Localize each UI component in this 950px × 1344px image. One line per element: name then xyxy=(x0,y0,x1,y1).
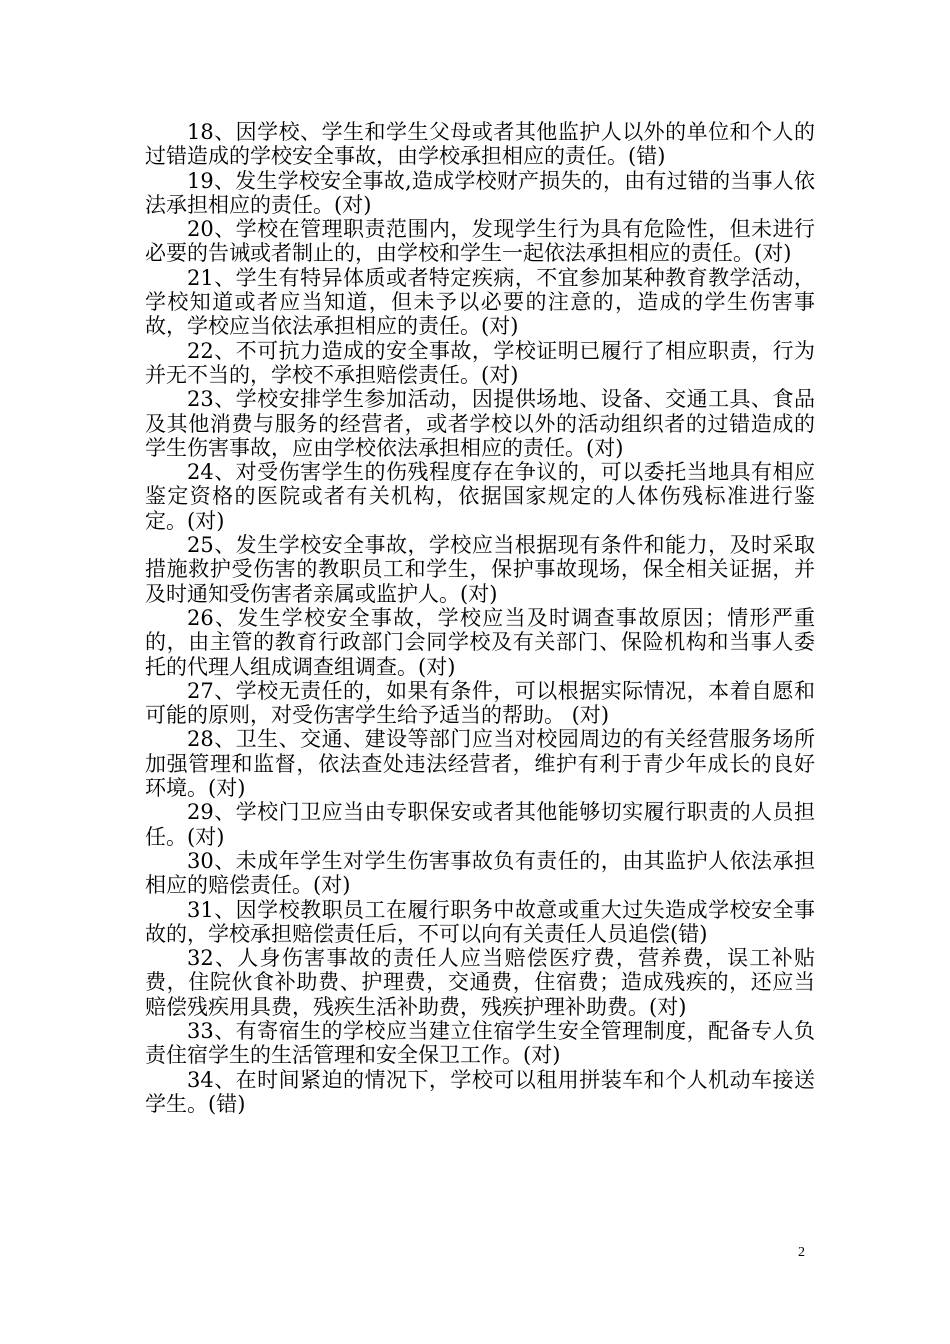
question-item-22: 22、不可抗力造成的安全事故，学校证明已履行了相应职责，行为并无不当的，学校不承担赔偿责任。(对) xyxy=(145,338,815,387)
question-item-32: 32、人身伤害事故的责任人应当赔偿医疗费，营养费，误工补贴费，住院伙食补助费、护理费，交通费，住宿费；造成残疾的，还应当赔偿残疾用具费，残疾生活补助费，残疾护理补助费。(对) xyxy=(145,946,815,1019)
document-body xyxy=(145,120,815,1116)
question-item-33: 33、有寄宿生的学校应当建立住宿学生安全管理制度，配备专人负责住宿学生的生活管理和安全保卫工作。(对) xyxy=(145,1018,815,1068)
question-item-27: 27、学校无责任的，如果有条件，可以根据实际情况，本着自愿和可能的原则，对受伤害学生给予适当的帮助。 (对) xyxy=(145,678,815,728)
page-number: 2 xyxy=(798,1245,805,1260)
question-item-21: 21、学生有特异体质或者特定疾病，不宜参加某种教育教学活动，学校知道或者应当知道，但未予以必要的注意的，造成的学生伤害事故，学校应当依法承担相应的责任。(对) xyxy=(145,265,815,339)
question-item-31: 31、因学校教职员工在履行职务中故意或重大过失造成学校安全事故的，学校承担赔偿责任后，不可以向有关责任人员追偿(错) xyxy=(145,897,815,946)
question-item-28: 28、卫生、交通、建设等部门应当对校园周边的有关经营服务场所加强管理和监督，依法查处违法经营者，维护有利于青少年成长的良好环境。(对) xyxy=(145,727,815,801)
question-item-23: 23、学校安排学生参加活动，因提供场地、设备、交通工具、食品及其他消费与服务的经营者，或者学校以外的活动组织者的过错造成的学生伤害事故，应由学校依法承担相应的责任。(对) xyxy=(145,387,815,460)
question-item-29: 29、学校门卫应当由专职保安或者其他能够切实履行职责的人员担任。(对) xyxy=(145,800,815,849)
question-item-34: 34、在时间紧迫的情况下，学校可以租用拼装车和个人机动车接送学生。(错) xyxy=(145,1067,815,1116)
question-item-26: 26、发生学校安全事故，学校应当及时调查事故原因；情形严重的，由主管的教育行政部门会同学校及有关部门、保险机构和当事人委托的代理人组成调查组调查。(对) xyxy=(145,605,815,679)
question-item-30: 30、未成年学生对学生伤害事故负有责任的，由其监护人依法承担相应的赔偿责任。(对) xyxy=(145,848,815,898)
question-item-18: 18、因学校、学生和学生父母或者其他监护人以外的单位和个人的过错造成的学校安全事故，由学校承担相应的责任。(错) xyxy=(145,120,815,169)
question-item-25: 25、发生学校安全事故，学校应当根据现有条件和能力，及时采取措施救护受伤害的教职员工和学生，保护事故现场，保全相关证据，并及时通知受伤害者亲属或监护人。(对) xyxy=(145,533,815,606)
question-item-19: 19、发生学校安全事故,造成学校财产损失的，由有过错的当事人依法承担相应的责任。(对) xyxy=(145,168,815,217)
question-item-24: 24、对受伤害学生的伤残程度存在争议的，可以委托当地具有相应鉴定资格的医院或者有关机构，依据国家规定的人体伤残标准进行鉴定。(对) xyxy=(145,460,815,533)
question-item-20: 20、学校在管理职责范围内，发现学生行为具有危险性，但未进行必要的告诫或者制止的，由学校和学生一起依法承担相应的责任。(对) xyxy=(145,217,815,266)
